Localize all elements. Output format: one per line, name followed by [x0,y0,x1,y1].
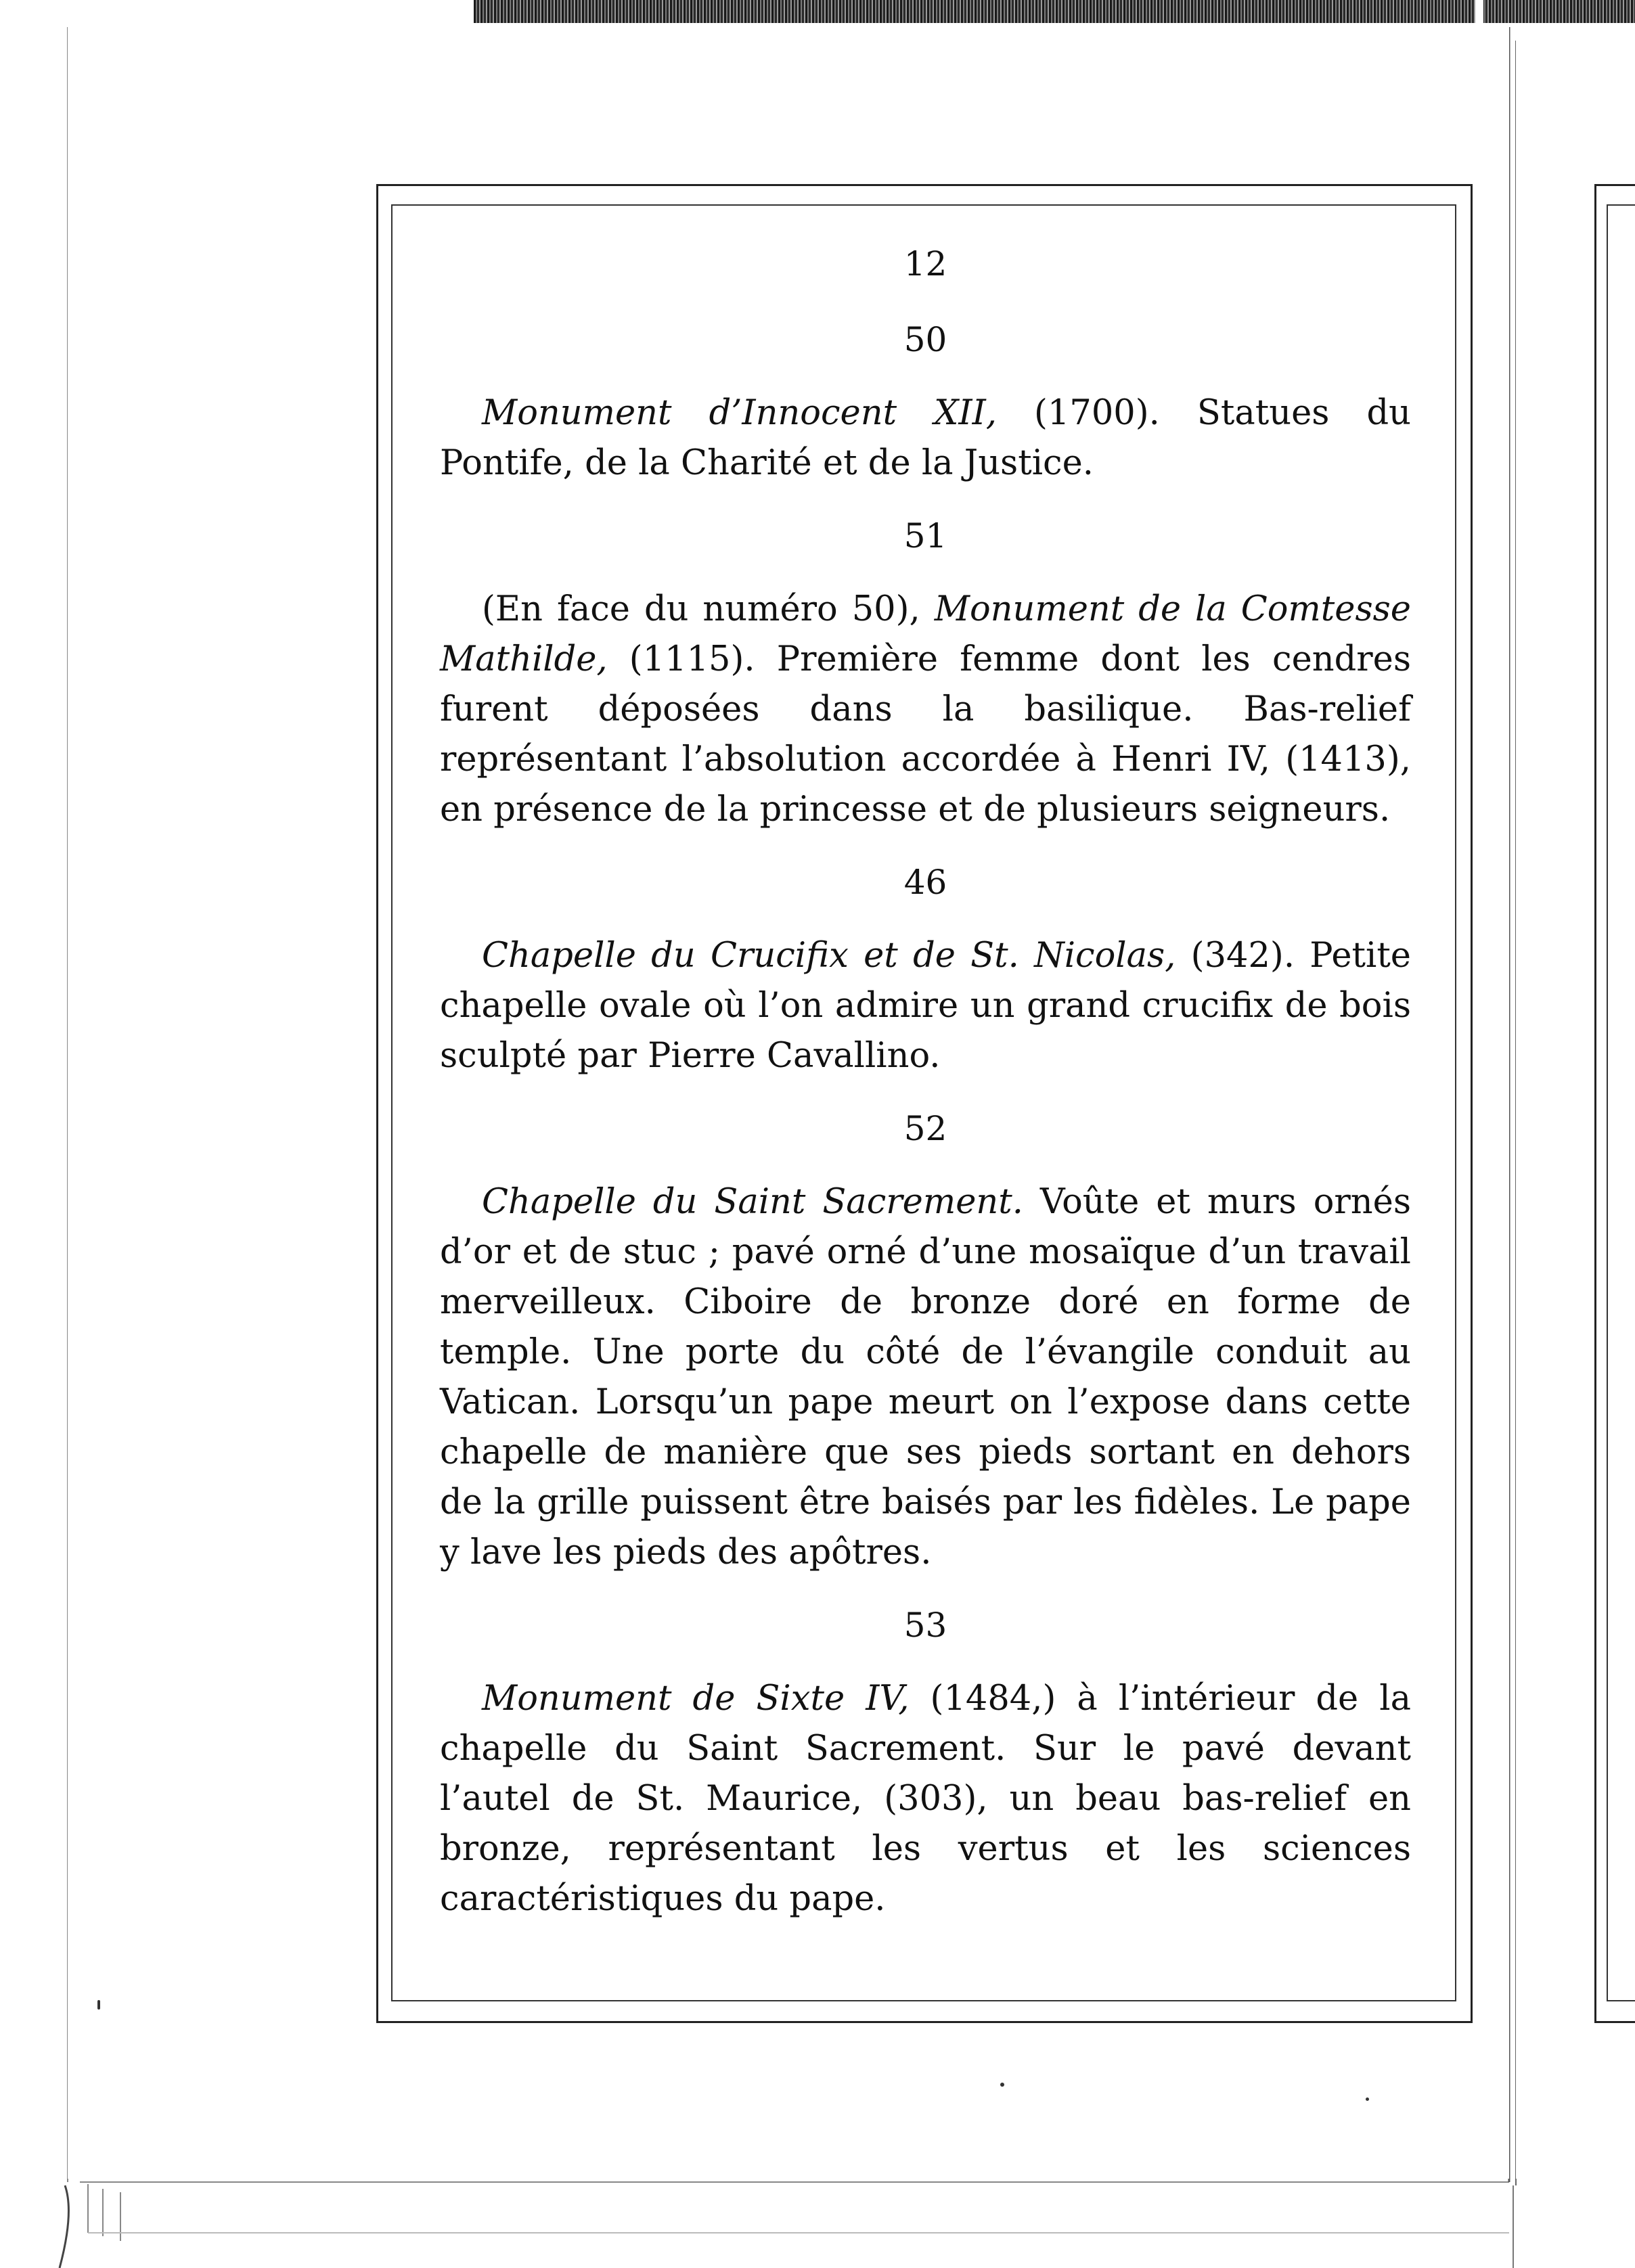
entry-text [440,388,1411,489]
entry-title: Monument d’Innocent XII, [482,393,997,433]
entry-50 [440,319,1411,489]
entry-title: Monument de Sixte IV, [482,1679,910,1719]
entry-body: (1700). Statues du Pontife, de la Charité et de la Justice. [440,393,1411,483]
entry-body: (1484,) à l’intérieur de la chapelle du Saint Sacrement. Sur le pavé devant l’autel de St. Maurice, (303), un beau bas-relief en bronze, représentant les vertus et les sciences caractéristiques du pape. [440,1679,1411,1919]
entry-52 [440,1108,1411,1578]
entry-text [440,585,1411,835]
entry-53 [440,1605,1411,1924]
page-content [440,244,1411,1924]
paper-speck [1366,2097,1369,2101]
entry-title: Chapelle du Crucifix et de St. Nicolas, [482,936,1176,976]
entry-51 [440,516,1411,835]
scan-edge-gap [1475,0,1483,23]
entry-number: 46 [903,863,947,902]
entry-lead: (En face du numéro 50), [482,589,935,629]
entry-number: 51 [903,516,947,555]
entry-number: 52 [903,1109,947,1148]
entry-46 [440,862,1411,1081]
paper-speck [97,2000,100,2010]
entry-body: (342). Petite chapelle ovale où l’on admire un grand crucifix de bois sculpté par Pierre Cavallino. [440,936,1411,1076]
entry-title: Monument de la Comtesse Mathilde, [440,589,1411,679]
entry-body: Voûte et murs ornés d’or et de stuc ; pavé orné d’une mosaïque d’un travail merveilleux. Ciboire de bronze doré en forme de temple. Une porte du côté de l’évangile conduit au Vatican. Lorsqu’un pape meurt on l’expose dans cette chapelle de manière que ses pieds sortant en dehors de la grille puissent être baisés par les fidèles. Le pape y lave les pieds des apôtres. [440,1182,1411,1572]
entry-text [440,1177,1411,1578]
entry-text [440,931,1411,1081]
entry-body: (1115). Première femme dont les cendres furent déposées dans la basilique. Bas-relief représentant l’absolution accordée à Henri IV, (1413), en présence de la princesse et de plusieurs seigneurs. [440,639,1411,830]
entry-text [440,1674,1411,1924]
adjacent-page-border-inner [1607,204,1635,2001]
entry-number: 53 [903,1606,947,1645]
entry-number: 50 [903,320,947,359]
page-number: 12 [903,244,947,284]
entry-title: Chapelle du Saint Sacrement. [482,1182,1023,1222]
paper-speck [1000,2083,1004,2087]
scan-edge-strip [474,0,1635,23]
